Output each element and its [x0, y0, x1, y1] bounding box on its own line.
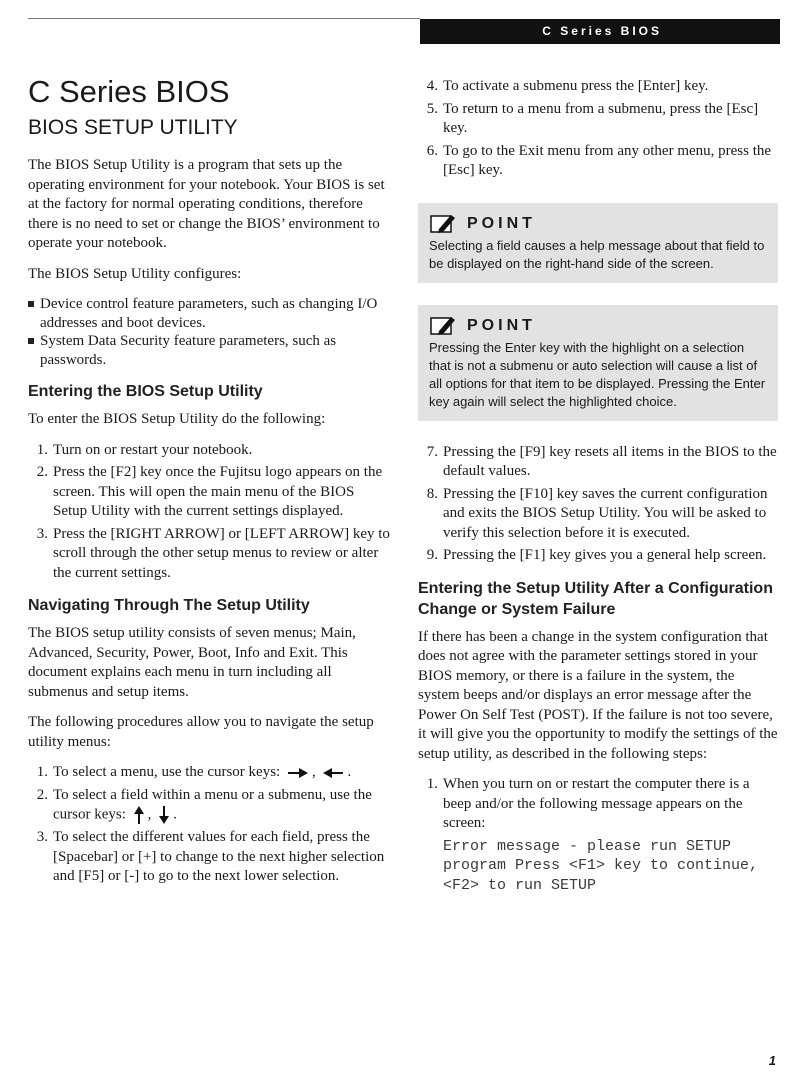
error-message: Error message - please run SETUP program Press <F1> key to continue, <F2> to run SETUP: [443, 837, 759, 894]
failure-steps: [418, 775, 778, 834]
list-item: Device control feature parameters, such as changing I/O addresses and boot devices.: [28, 295, 390, 332]
entering-heading: Entering the BIOS Setup Utility: [28, 383, 263, 400]
configures-list: [28, 295, 390, 369]
list-item: 9. Pressing the [F1] key gives you a general help screen.: [426, 547, 767, 563]
pencil-note-icon: [429, 213, 457, 235]
pencil-note-icon: [429, 315, 457, 337]
navigating-steps: [28, 763, 390, 887]
left-arrow-icon: [322, 767, 344, 779]
list-item: 1. To select a menu, use the cursor keys: , .: [36, 764, 352, 780]
page-number: 1: [768, 1053, 776, 1068]
point-box: [418, 305, 778, 421]
down-arrow-icon: [158, 805, 170, 825]
entering-paragraph: To enter the BIOS Setup Utility do the following:: [28, 411, 326, 427]
failure-heading: Entering the Setup Utility After a Configuration Change or System Failure: [418, 579, 773, 618]
navigating-paragraph: The BIOS setup utility consists of seven menus; Main, Advanced, Security, Power, Boot, Info and Exit. This document explains each menu in turn including all submenus and setup items.: [28, 625, 356, 700]
section-title: BIOS SETUP UTILITY: [28, 116, 238, 139]
failure-paragraph: If there has been a change in the system configuration that does not agree with the parameter settings stored in your BIOS memory, or there is a failure in the system, the system beeps and/or displays an error message after the Power On Self Test (POST). If the failure is not too severe, it will give you the opportunity to modify the settings of the setup utility, as described in the following steps:: [418, 628, 778, 762]
left-column: [28, 72, 390, 897]
configures-paragraph: The BIOS Setup Utility configures:: [28, 265, 242, 282]
point-text: Selecting a field causes a help message about that field to be displayed on the right-hand side of the screen.: [429, 237, 765, 271]
header-rule: [28, 18, 420, 19]
navigating-steps-continued: [418, 77, 778, 181]
point-label: POINT: [467, 316, 536, 334]
intro-paragraph: The BIOS Setup Utility is a program that sets up the operating environment for your notebook. Your BIOS is set at the factory for normal operating conditions, therefore there is no need to set or change the BIOS’ environment to operate your notebook.: [28, 157, 385, 251]
list-item: System Data Security feature parameters, such as passwords.: [28, 332, 390, 369]
page-title: C Series BIOS: [28, 74, 230, 109]
navigating-steps-final: [418, 443, 778, 566]
list-item: 1. When you turn on or restart the computer there is a beep and/or the following message appears on the screen:: [426, 776, 750, 831]
running-header: C Series BIOS: [420, 19, 780, 44]
list-item: 4. To activate a submenu press the [Enter] key.: [426, 78, 709, 94]
list-item: 6. To go to the Exit menu from any other menu, press the [Esc] key.: [426, 142, 772, 178]
point-box: [418, 203, 778, 283]
up-arrow-icon: [133, 805, 145, 825]
navigating-heading: Navigating Through The Setup Utility: [28, 597, 310, 614]
point-text: Pressing the Enter key with the highlight on a selection that is not a submenu or auto selection will cause a list of all options for that item to be displayed. Pressing the Enter key again will select the highlighted choice.: [429, 339, 766, 409]
list-item: 2. Press the [F2] key once the Fujitsu logo appears on the screen. This will open the main menu of the BIOS Setup Utility with the current settings displayed.: [36, 464, 383, 519]
right-column: [418, 77, 778, 895]
right-arrow-icon: [287, 767, 309, 779]
list-item: 1. Turn on or restart your notebook.: [36, 441, 253, 458]
point-label: POINT: [467, 214, 536, 232]
entering-steps: [28, 441, 390, 584]
procedures-paragraph: The following procedures allow you to navigate the setup utility menus:: [28, 714, 374, 750]
list-item: 2. To select a field within a menu or a submenu, use the cursor keys: , .: [28, 786, 390, 826]
list-item: 3. Press the [RIGHT ARROW] or [LEFT ARROW] key to scroll through the other setup menus to review or alter the current settings.: [36, 525, 390, 581]
list-item: 8. Pressing the [F10] key saves the current configuration and exits the BIOS Setup Utility. You will be asked to verify this selection before it is executed.: [426, 485, 768, 541]
list-item: 7. Pressing the [F9] key resets all items in the BIOS to the default values.: [426, 443, 777, 479]
list-item: 5. To return to a menu from a submenu, press the [Esc] key.: [426, 100, 759, 136]
list-item: 3. To select the different values for each field, press the [Spacebar] or [+] to change to the next higher selection and [F5] or [-] to go to the next lower selection.: [36, 829, 385, 884]
